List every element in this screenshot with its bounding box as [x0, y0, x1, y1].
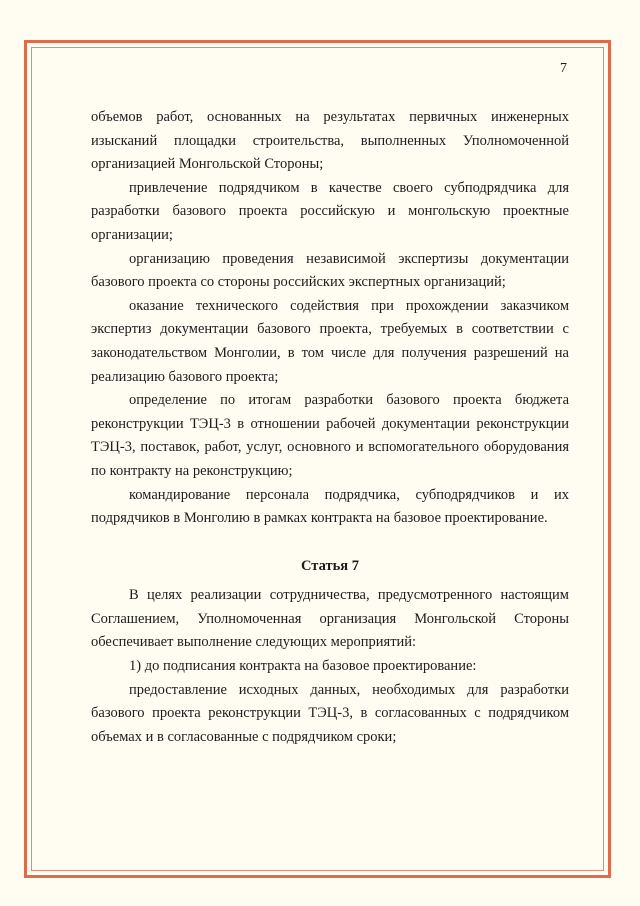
paragraph: определение по итогам разработки базового проекта бюджета реконструкции ТЭЦ-3 в отношении рабочей документации реконструкции ТЭЦ-3, поставок, работ, услуг, основного и вспомогательного оборудования по контракту на реконструкцию; — [91, 392, 569, 479]
paragraph: 1) до подписания контракта на базовое проектирование: — [129, 658, 477, 675]
paragraph: В целях реализации сотрудничества, предусмотренного настоящим Соглашением, Уполномоченная организация Монгольской Стороны обеспечивает выполнение следующих мероприятий: — [91, 587, 569, 651]
paragraph: оказание технического содействия при прохождении заказчиком экспертиз документации базового проекта, требуемых в соответствии с законодательством Монголии, в том числе для получения разрешений на реализацию базового проекта; — [91, 297, 569, 385]
document-body — [91, 106, 569, 749]
paragraph: предоставление исходных данных, необходимых для разработки базового проекта реконструкции ТЭЦ-3, в согласованных с подрядчиком объемах и в согласованные с подрядчиком сроки; — [91, 681, 569, 745]
paragraph: объемов работ, основанных на результатах первичных инженерных изысканий площадки строительства, выполненных Уполномоченной организацией Монгольской Стороны; — [91, 109, 569, 173]
paragraph: командирование персонала подрядчика, субподрядчиков и их подрядчиков в Монголию в рамках контракта на базовое проектирование. — [91, 486, 569, 527]
paragraph: привлечение подрядчиком в качестве своего субподрядчика для разработки базового проекта российскую и монгольскую проектные организации; — [91, 179, 569, 243]
paragraph: организацию проведения независимой экспертизы документации базового проекта со стороны российских экспертных организаций; — [91, 250, 569, 291]
article-title: Статья 7 — [301, 557, 359, 574]
page-number: 7 — [560, 61, 567, 76]
